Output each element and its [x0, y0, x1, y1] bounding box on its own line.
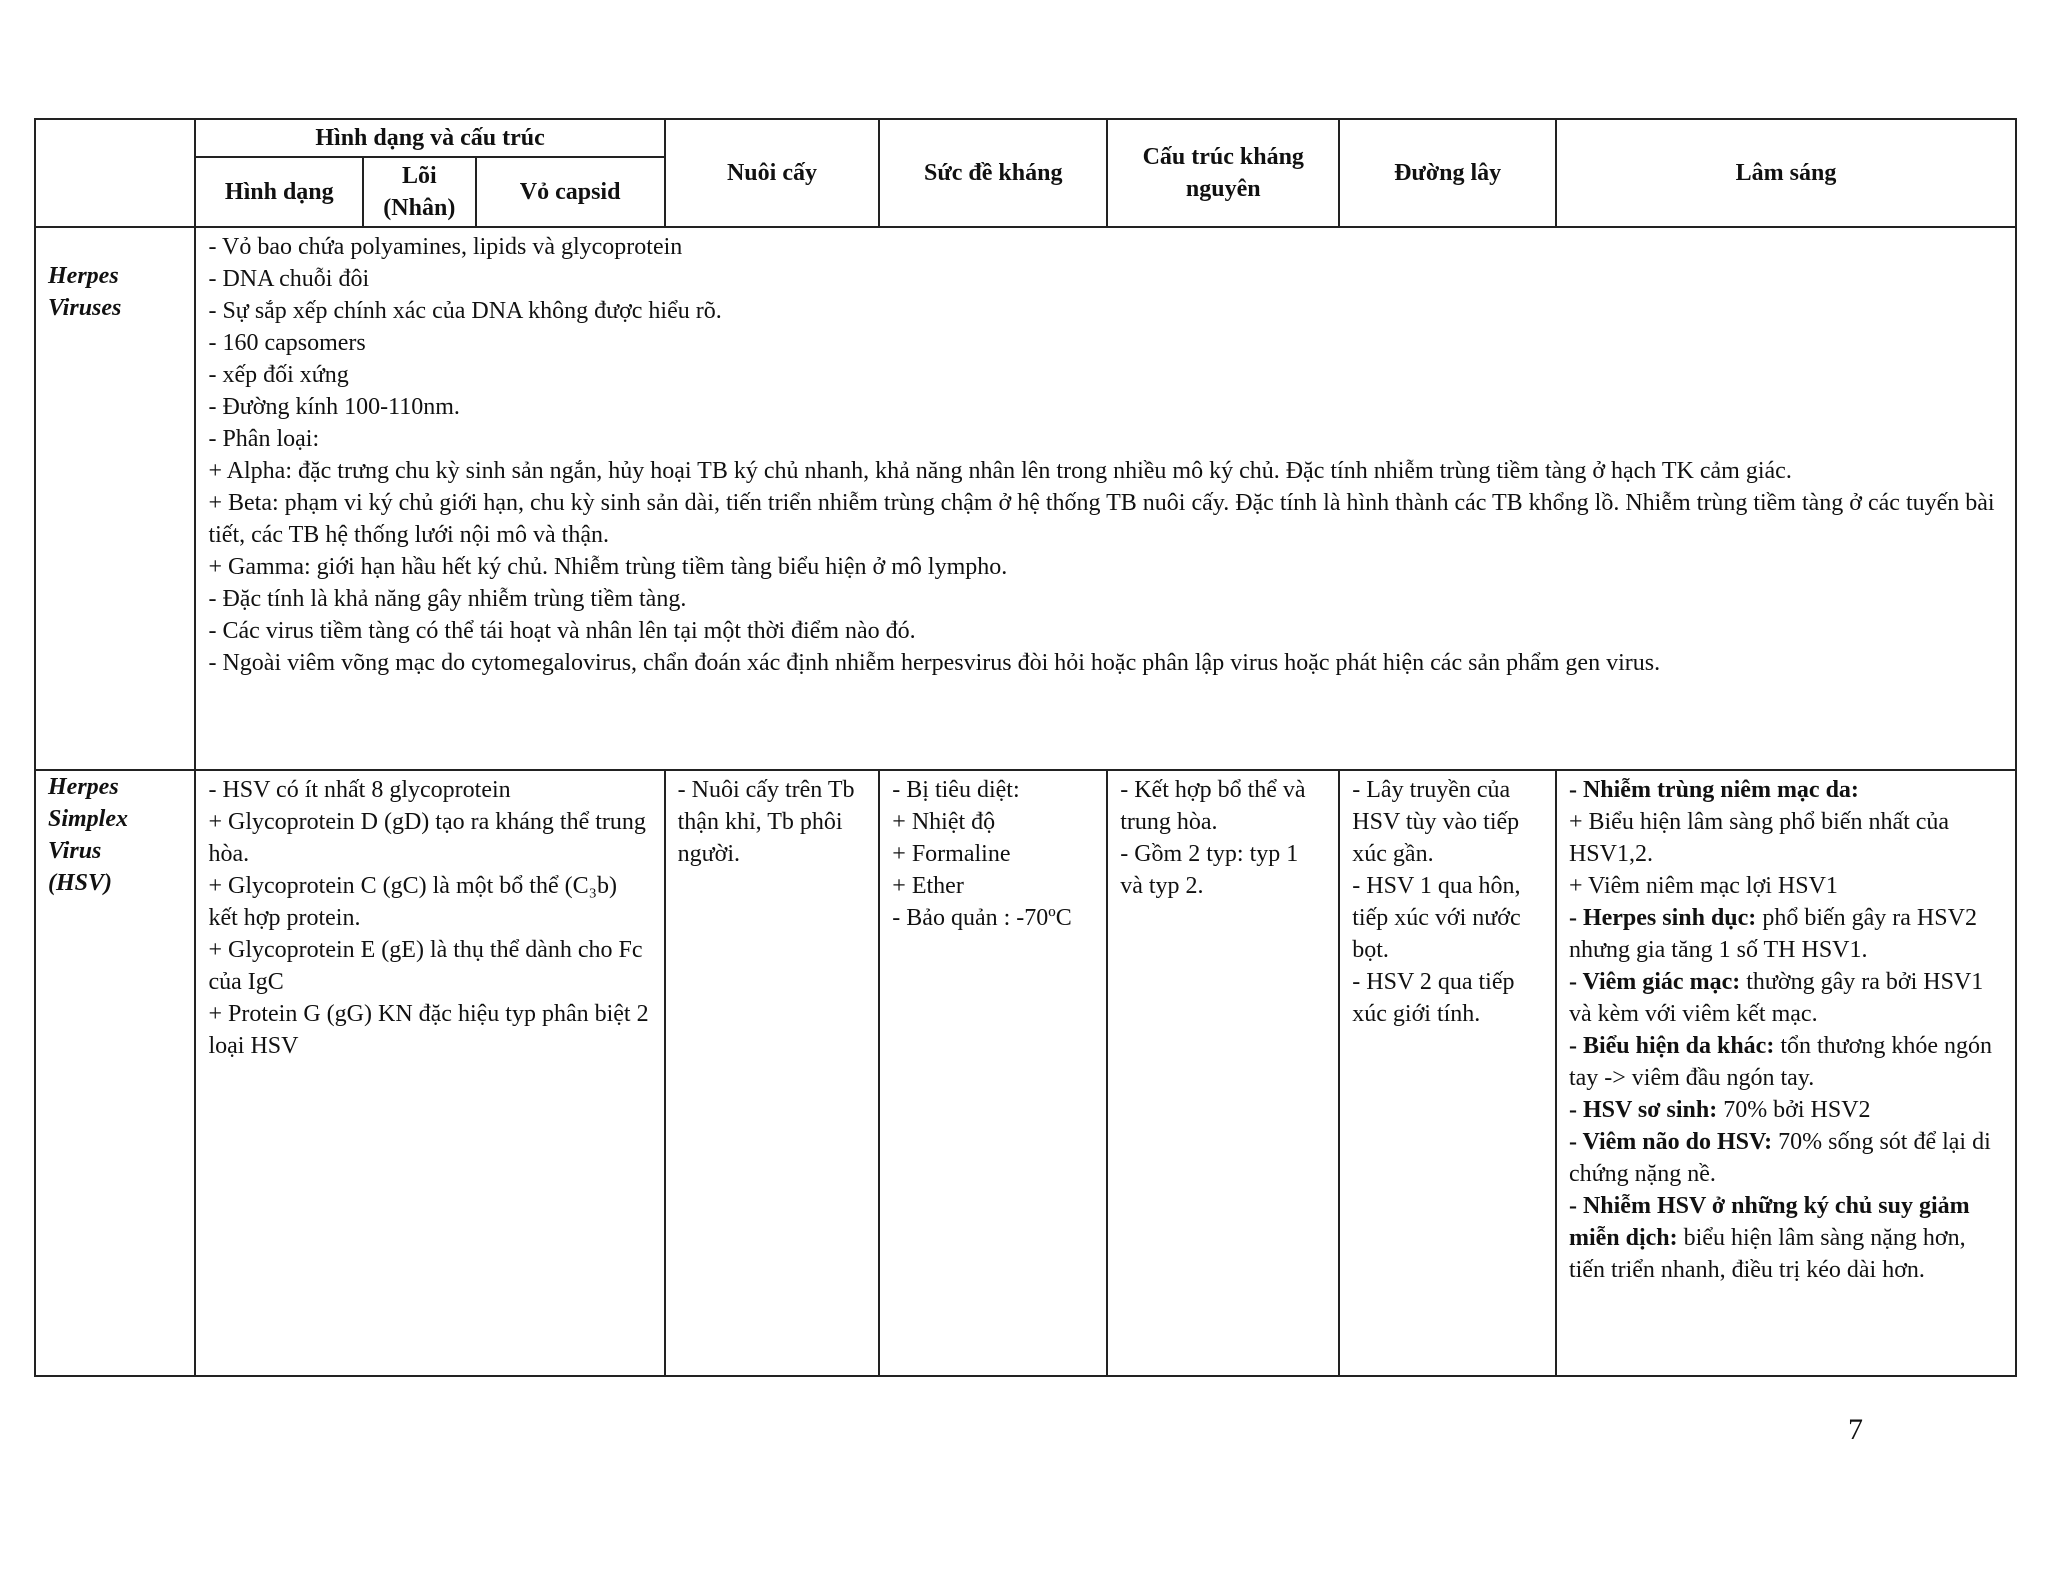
- resistance-line: - Bảo quản : -70ºC: [892, 905, 1072, 931]
- clinical-heading: - Viêm giác mạc:: [1568, 969, 1741, 995]
- header-capsid: Vỏ capsid: [476, 157, 665, 227]
- description-line: - Phân loại:: [208, 426, 320, 452]
- description-line: - 160 capsomers: [208, 330, 366, 356]
- herpes-viruses-description: [195, 227, 2016, 770]
- antigen-line: - Gồm 2 typ: typ 1 và typ 2.: [1120, 841, 1299, 899]
- clinical-text: phổ biến gây ra HSV2 nhưng gia tăng 1 số TH HSV1.: [1568, 905, 1977, 963]
- clinical-heading: - Nhiễm trùng niêm mạc da:: [1568, 777, 1859, 803]
- row-label-line: (HSV): [48, 870, 113, 896]
- clinical-item: [1569, 774, 2003, 806]
- description-line: + Gamma: giới hạn hầu hết ký chủ. Nhiễm trùng tiềm tàng biểu hiện ở mô lympho.: [208, 554, 1008, 580]
- description-line: - DNA chuỗi đôi: [208, 266, 370, 292]
- structure-line: + Glycoprotein D (gD) tạo ra kháng thể trung hòa.: [208, 809, 646, 867]
- header-core-line1: Lõi: [401, 163, 437, 189]
- description-line: + Alpha: đặc trưng chu kỳ sinh sản ngắn, hủy hoại TB ký chủ nhanh, khả năng nhân lên trong nhiều mô ký chủ. Đặc tính nhiễm trùng tiềm tàng ở hạch TK cảm giác.: [208, 458, 1792, 484]
- hsv-transmission-cell: [1339, 770, 1556, 1376]
- header-shape-structure: Hình dạng và cấu trúc: [195, 119, 664, 157]
- header-resistance: Sức đề kháng: [879, 119, 1107, 227]
- virus-comparison-table: [34, 118, 2017, 1377]
- clinical-heading: - Herpes sinh dục:: [1568, 905, 1757, 931]
- structure-line: - HSV có ít nhất 8 glycoprotein: [208, 777, 511, 803]
- hsv-resistance-cell: [879, 770, 1107, 1376]
- hsv-antigen-cell: [1107, 770, 1339, 1376]
- description-line: - Các virus tiềm tàng có thể tái hoạt và nhân lên tại một thời điểm nào đó.: [208, 618, 916, 644]
- transmission-line: - HSV 1 qua hôn, tiếp xúc với nước bọt.: [1352, 873, 1521, 963]
- description-line: - Đặc tính là khả năng gây nhiễm trùng tiềm tàng.: [208, 586, 687, 612]
- header-antigen-structure: [1107, 119, 1339, 227]
- antigen-line: - Kết hợp bổ thể và trung hòa.: [1120, 777, 1306, 835]
- clinical-heading: - Biểu hiện da khác:: [1568, 1033, 1775, 1059]
- resistance-line: + Ether: [892, 873, 964, 899]
- structure-line: + Protein G (gG) KN đặc hiệu typ phân biệt 2 loại HSV: [208, 1001, 649, 1059]
- transmission-line: - Lây truyền của HSV tùy vào tiếp xúc gần.: [1352, 777, 1520, 867]
- clinical-text: tổn thương khóe ngón tay -> viêm đầu ngón tay.: [1568, 1033, 1993, 1091]
- header-empty-cell: [35, 119, 195, 227]
- structure-line: + Glycoprotein C (gC) là một bổ thể (C₃b) kết hợp protein.: [208, 873, 617, 931]
- clinical-text: 70% sống sót để lại di chứng nặng nề.: [1568, 1129, 1991, 1187]
- description-line: - Sự sắp xếp chính xác của DNA không được hiểu rõ.: [208, 298, 722, 324]
- clinical-text: biểu hiện lâm sàng nặng hơn, tiến triển nhanh, điều trị kéo dài hơn.: [1568, 1225, 1966, 1283]
- row-label-line: Herpes: [48, 774, 119, 800]
- row-label-line: Herpes: [48, 263, 119, 289]
- header-clinical: Lâm sáng: [1556, 119, 2016, 227]
- clinical-heading: - Nhiễm HSV ở những ký chủ suy giảm miễn dịch:: [1568, 1193, 1970, 1251]
- header-core-line2: (Nhân): [383, 195, 456, 221]
- description-line: - Vỏ bao chứa polyamines, lipids và glycoprotein: [208, 234, 683, 260]
- page-number: 7: [1848, 1413, 1863, 1446]
- transmission-line: - HSV 2 qua tiếp xúc giới tính.: [1352, 969, 1515, 1027]
- row-label-line: Virus: [48, 838, 102, 864]
- resistance-line: + Formaline: [892, 841, 1011, 867]
- description-line: + Beta: phạm vi ký chủ giới hạn, chu kỳ sinh sản dài, tiến triển nhiễm trùng chậm ở hệ thống TB nuôi cấy. Đặc tính là hình thành các TB khổng lồ. Nhiễm trùng tiềm tàng ở các tuyến bài tiết, các TB hệ thống lưới nội mô và thận.: [208, 490, 1995, 548]
- structure-line: + Glycoprotein E (gE) là thụ thể dành cho Fc của IgC: [208, 937, 643, 995]
- row-herpes-simplex-virus: [35, 770, 2016, 1376]
- row-herpes-viruses: [35, 227, 2016, 770]
- clinical-text: thường gây ra bởi HSV1 và kèm với viêm kết mạc.: [1568, 969, 1984, 1027]
- culture-text: - Nuôi cấy trên Tb thận khỉ, Tb phôi người.: [677, 777, 855, 867]
- hsv-culture-cell: [665, 770, 880, 1376]
- clinical-heading: - HSV sơ sinh:: [1568, 1097, 1718, 1123]
- description-line: - Đường kính 100-110nm.: [208, 394, 460, 420]
- clinical-item: [1569, 1126, 2003, 1190]
- clinical-item: + Biểu hiện lâm sàng phổ biến nhất của HSV1,2.: [1568, 809, 1950, 867]
- header-row-1: [35, 119, 2016, 157]
- header-transmission: Đường lây: [1339, 119, 1556, 227]
- clinical-item: [1569, 966, 2003, 1030]
- clinical-item: [1569, 1190, 2003, 1286]
- row-label-line: Viruses: [48, 295, 122, 321]
- header-antigen-line1: Cấu trúc kháng: [1142, 144, 1304, 170]
- row-label-hsv: [35, 770, 195, 1376]
- resistance-line: + Nhiệt độ: [892, 809, 996, 835]
- clinical-item: [1569, 1030, 2003, 1094]
- description-line: - Ngoài viêm võng mạc do cytomegalovirus, chẩn đoán xác định nhiễm herpesvirus đòi hỏi hoặc phân lập virus hoặc phát hiện các sản phẩm gen virus.: [208, 650, 1661, 676]
- hsv-clinical-cell: [1556, 770, 2016, 1376]
- header-culture: Nuôi cấy: [665, 119, 880, 227]
- description-line: - xếp đối xứng: [208, 362, 349, 388]
- clinical-item: [1569, 1094, 2003, 1126]
- clinical-heading: - Viêm não do HSV:: [1568, 1129, 1773, 1155]
- clinical-item: + Viêm niêm mạc lợi HSV1: [1568, 873, 1838, 899]
- row-label-line: Simplex: [48, 806, 129, 832]
- clinical-item: [1569, 902, 2003, 966]
- hsv-structure-cell: [195, 770, 664, 1376]
- header-antigen-line2: nguyên: [1185, 176, 1261, 202]
- resistance-line: - Bị tiêu diệt:: [892, 777, 1020, 803]
- clinical-text: 70% bởi HSV2: [1717, 1097, 1871, 1123]
- row-label-herpes-viruses: [35, 227, 195, 770]
- header-core: [363, 157, 475, 227]
- header-shape: Hình dạng: [195, 157, 363, 227]
